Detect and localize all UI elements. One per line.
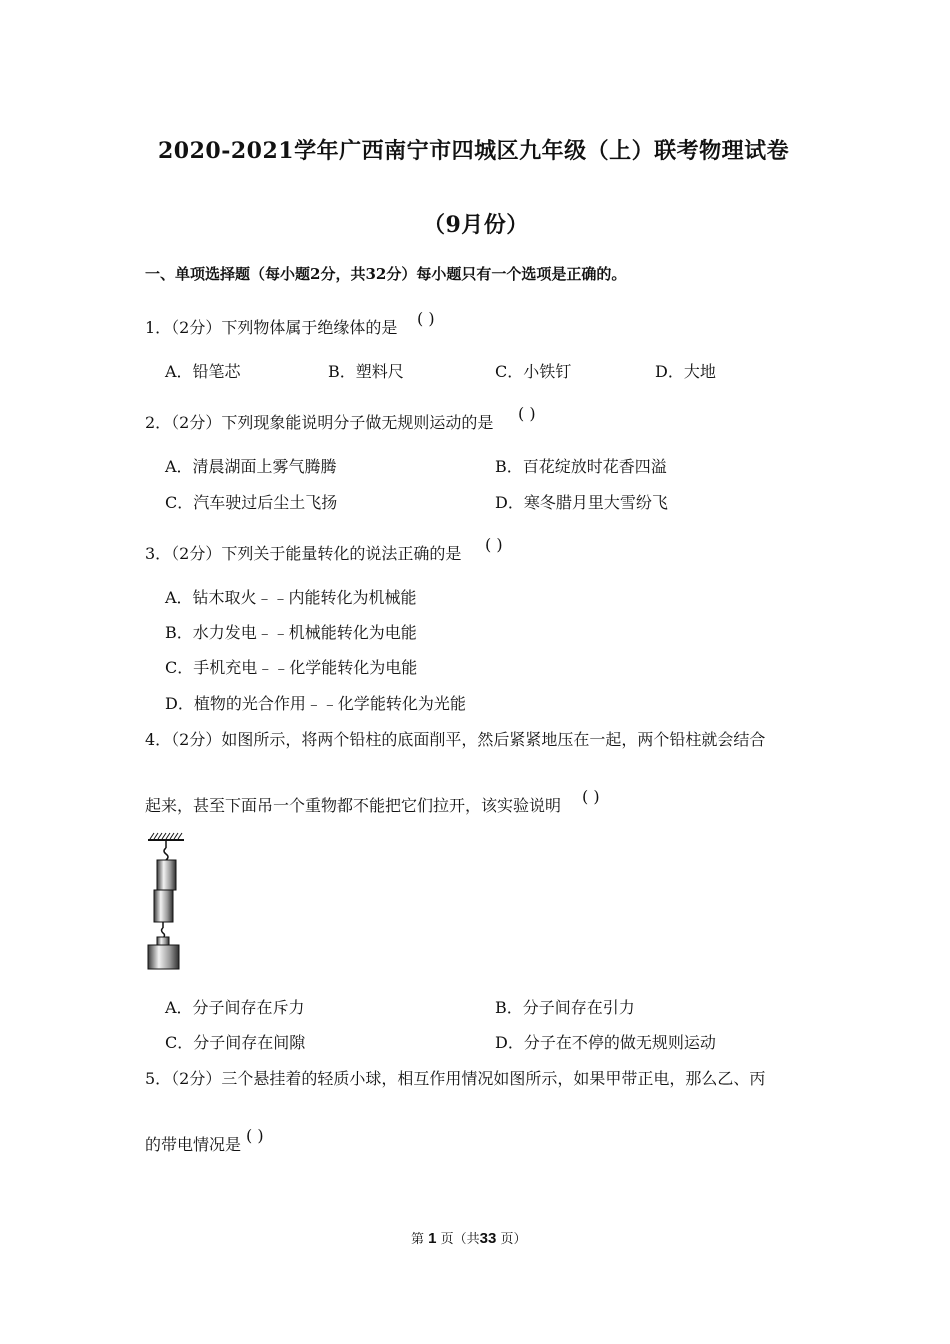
question-3-stem: 3．（2分）下列关于能量转化的说法正确的是 (145, 544, 462, 563)
question-1-option-d: D．大地 (655, 362, 716, 381)
footer-prefix: 第 (411, 1232, 425, 1247)
question-4-stem-line-2: 起来，甚至下面吊一个重物都不能把它们拉开，该实验说明 (145, 796, 562, 815)
question-2-answer-paren: ( ) (518, 404, 536, 423)
question-5-answer-paren: ( ) (246, 1126, 264, 1145)
question-4-option-b: B．分子间存在引力 (495, 998, 635, 1017)
question-2-stem: 2．（2分）下列现象能说明分子做无规则运动的是 (145, 413, 494, 432)
hanging-weight (148, 945, 179, 969)
footer-suffix: 页） (500, 1232, 527, 1247)
lower-lead-cylinder (154, 890, 173, 922)
question-4-stem-line-1: 4．（2分）如图所示，将两个铅柱的底面削平，然后紧紧地压在一起，两个铅柱就会结合 (145, 730, 766, 749)
question-1-option-a: A．铅笔芯 (165, 362, 241, 381)
footer-page-number: 1 (428, 1230, 437, 1247)
top-hook (164, 841, 168, 860)
question-5-stem-line-2: 的带电情况是 (145, 1135, 242, 1154)
question-3-option-d: D．植物的光合作用﹣﹣化学能转化为光能 (165, 694, 466, 713)
question-3-option-c: C．手机充电﹣﹣化学能转化为电能 (165, 658, 418, 677)
question-4-option-a: A．分子间存在斥力 (165, 998, 305, 1017)
bottom-hook (162, 922, 165, 938)
question-4-option-c: C．分子间存在间隙 (165, 1033, 306, 1052)
question-1-stem: 1．（2分）下列物体属于绝缘体的是 (145, 318, 398, 337)
question-2-option-b: B．百花绽放时花香四溢 (495, 457, 667, 476)
weight-neck (157, 937, 169, 945)
question-3-option-a: A．钻木取火﹣﹣内能转化为机械能 (165, 588, 417, 607)
question-3-answer-paren: ( ) (485, 535, 503, 554)
question-2-option-c: C．汽车驶过后尘土飞扬 (165, 493, 338, 512)
footer-mid: 页（共 (440, 1232, 480, 1247)
footer-total-pages: 33 (479, 1230, 497, 1247)
upper-lead-cylinder (157, 860, 176, 890)
question-3-option-b: B．水力发电﹣﹣机械能转化为电能 (165, 623, 417, 642)
question-1-answer-paren: ( ) (417, 309, 435, 328)
lead-cylinders-figure (140, 832, 190, 974)
ceiling-support (148, 833, 184, 840)
question-5-stem-line-1: 5．（2分）三个悬挂着的轻质小球，相互作用情况如图所示，如果甲带正电，那么乙、丙 (145, 1069, 766, 1088)
question-1-option-c: C．小铁钉 (495, 362, 572, 381)
page-footer (411, 1228, 527, 1247)
question-2-option-a: A．清晨湖面上雾气腾腾 (165, 457, 337, 476)
question-4-option-d: D．分子在不停的做无规则运动 (495, 1033, 716, 1052)
section-heading: 一、单项选择题（每小题2分，共32分）每小题只有一个选项是正确的。 (145, 265, 627, 283)
question-1-option-b: B．塑料尺 (328, 362, 404, 381)
page-subtitle: （9月份） (423, 212, 529, 238)
page-title: 2020-2021学年广西南宁市四城区九年级（上）联考物理试卷 (158, 138, 790, 164)
question-2-option-d: D．寒冬腊月里大雪纷飞 (495, 493, 668, 512)
question-4-answer-paren: ( ) (582, 787, 600, 806)
